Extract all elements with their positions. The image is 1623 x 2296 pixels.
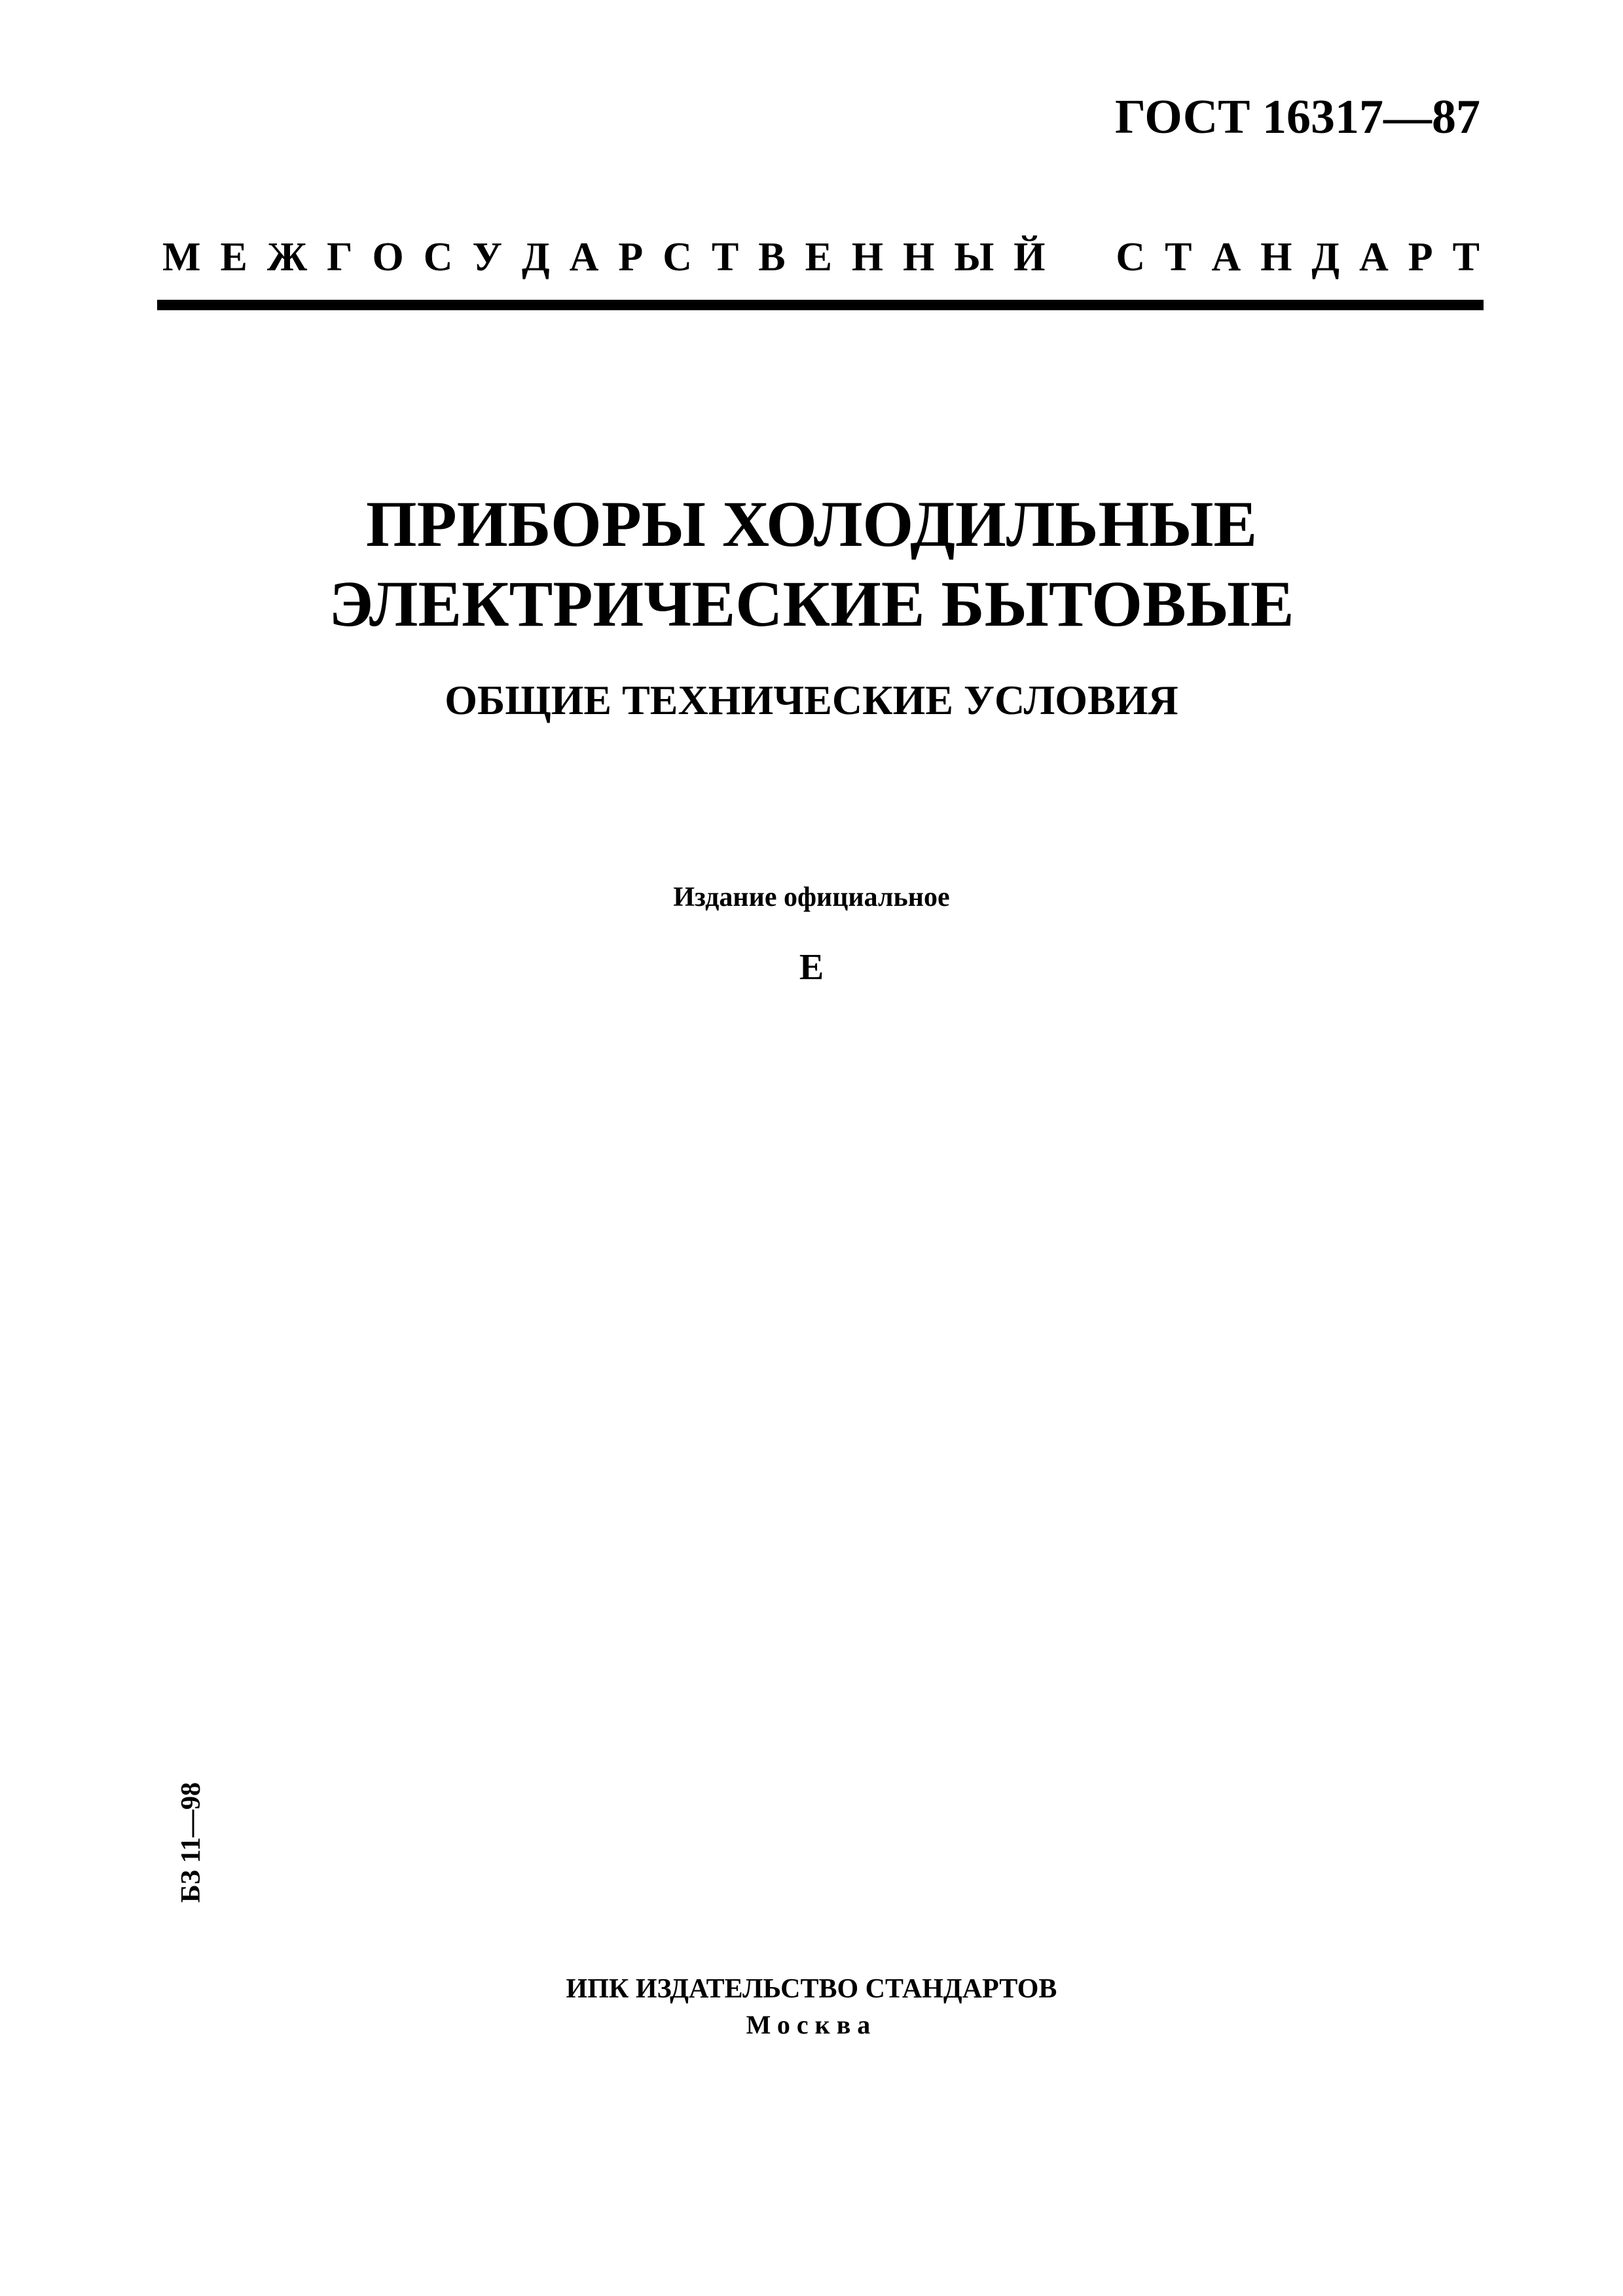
edition-label: Издание официальное [673,882,950,912]
header-rule [157,300,1484,310]
publisher-name: ИПК ИЗДАТЕЛЬСТВО СТАНДАРТОВ [566,1974,1057,2004]
standard-type-letter: Д [521,235,550,279]
standard-type-letter: Т [1165,235,1192,279]
standard-type-letter: Д [1311,235,1340,279]
standard-type-letter: А [1211,235,1241,279]
standard-type-letter: С [423,235,453,279]
standard-type-letter: Е [220,235,247,279]
document-number: ГОСТ 16317—87 [1115,90,1480,144]
standard-type-letter: Н [851,235,884,279]
standard-type-heading [162,237,1480,278]
standard-type-letter: У [472,235,502,279]
standard-type-letter: В [758,235,786,279]
standard-type-letter: Е [805,235,832,279]
word-gap [1065,237,1096,278]
standard-type-letter: Т [1452,235,1480,279]
standard-type-letter: Н [1260,235,1292,279]
standard-type-letter: М [162,235,201,279]
publisher-city: Москва [746,2010,877,2039]
standard-type-letter: Ы [954,235,994,279]
standard-type-letter: Ж [266,235,308,279]
standard-type-letter: Р [618,235,644,279]
standard-type-letter: О [372,235,404,279]
standard-type-letter: А [1359,235,1389,279]
standard-type-letter: А [569,235,599,279]
standard-type-letter: Й [1013,235,1046,279]
standard-type-letter: Н [903,235,935,279]
edition-mark: Е [799,947,824,988]
title-line-2: ЭЛЕКТРИЧЕСКИЕ БЫТОВЫЕ [329,567,1294,640]
document-title [0,484,1623,644]
standard-type-letter: С [663,235,692,279]
standard-type-letter: Т [711,235,739,279]
title-line-1: ПРИБОРЫ ХОЛОДИЛЬНЫЕ [365,488,1258,560]
document-subtitle: ОБЩИЕ ТЕХНИЧЕСКИЕ УСЛОВИЯ [445,677,1178,723]
side-code: БЗ 11—98 [176,1782,206,1903]
standard-type-letter: Г [327,235,353,279]
standard-type-letter: Р [1408,235,1433,279]
standard-type-letter: С [1116,235,1146,279]
